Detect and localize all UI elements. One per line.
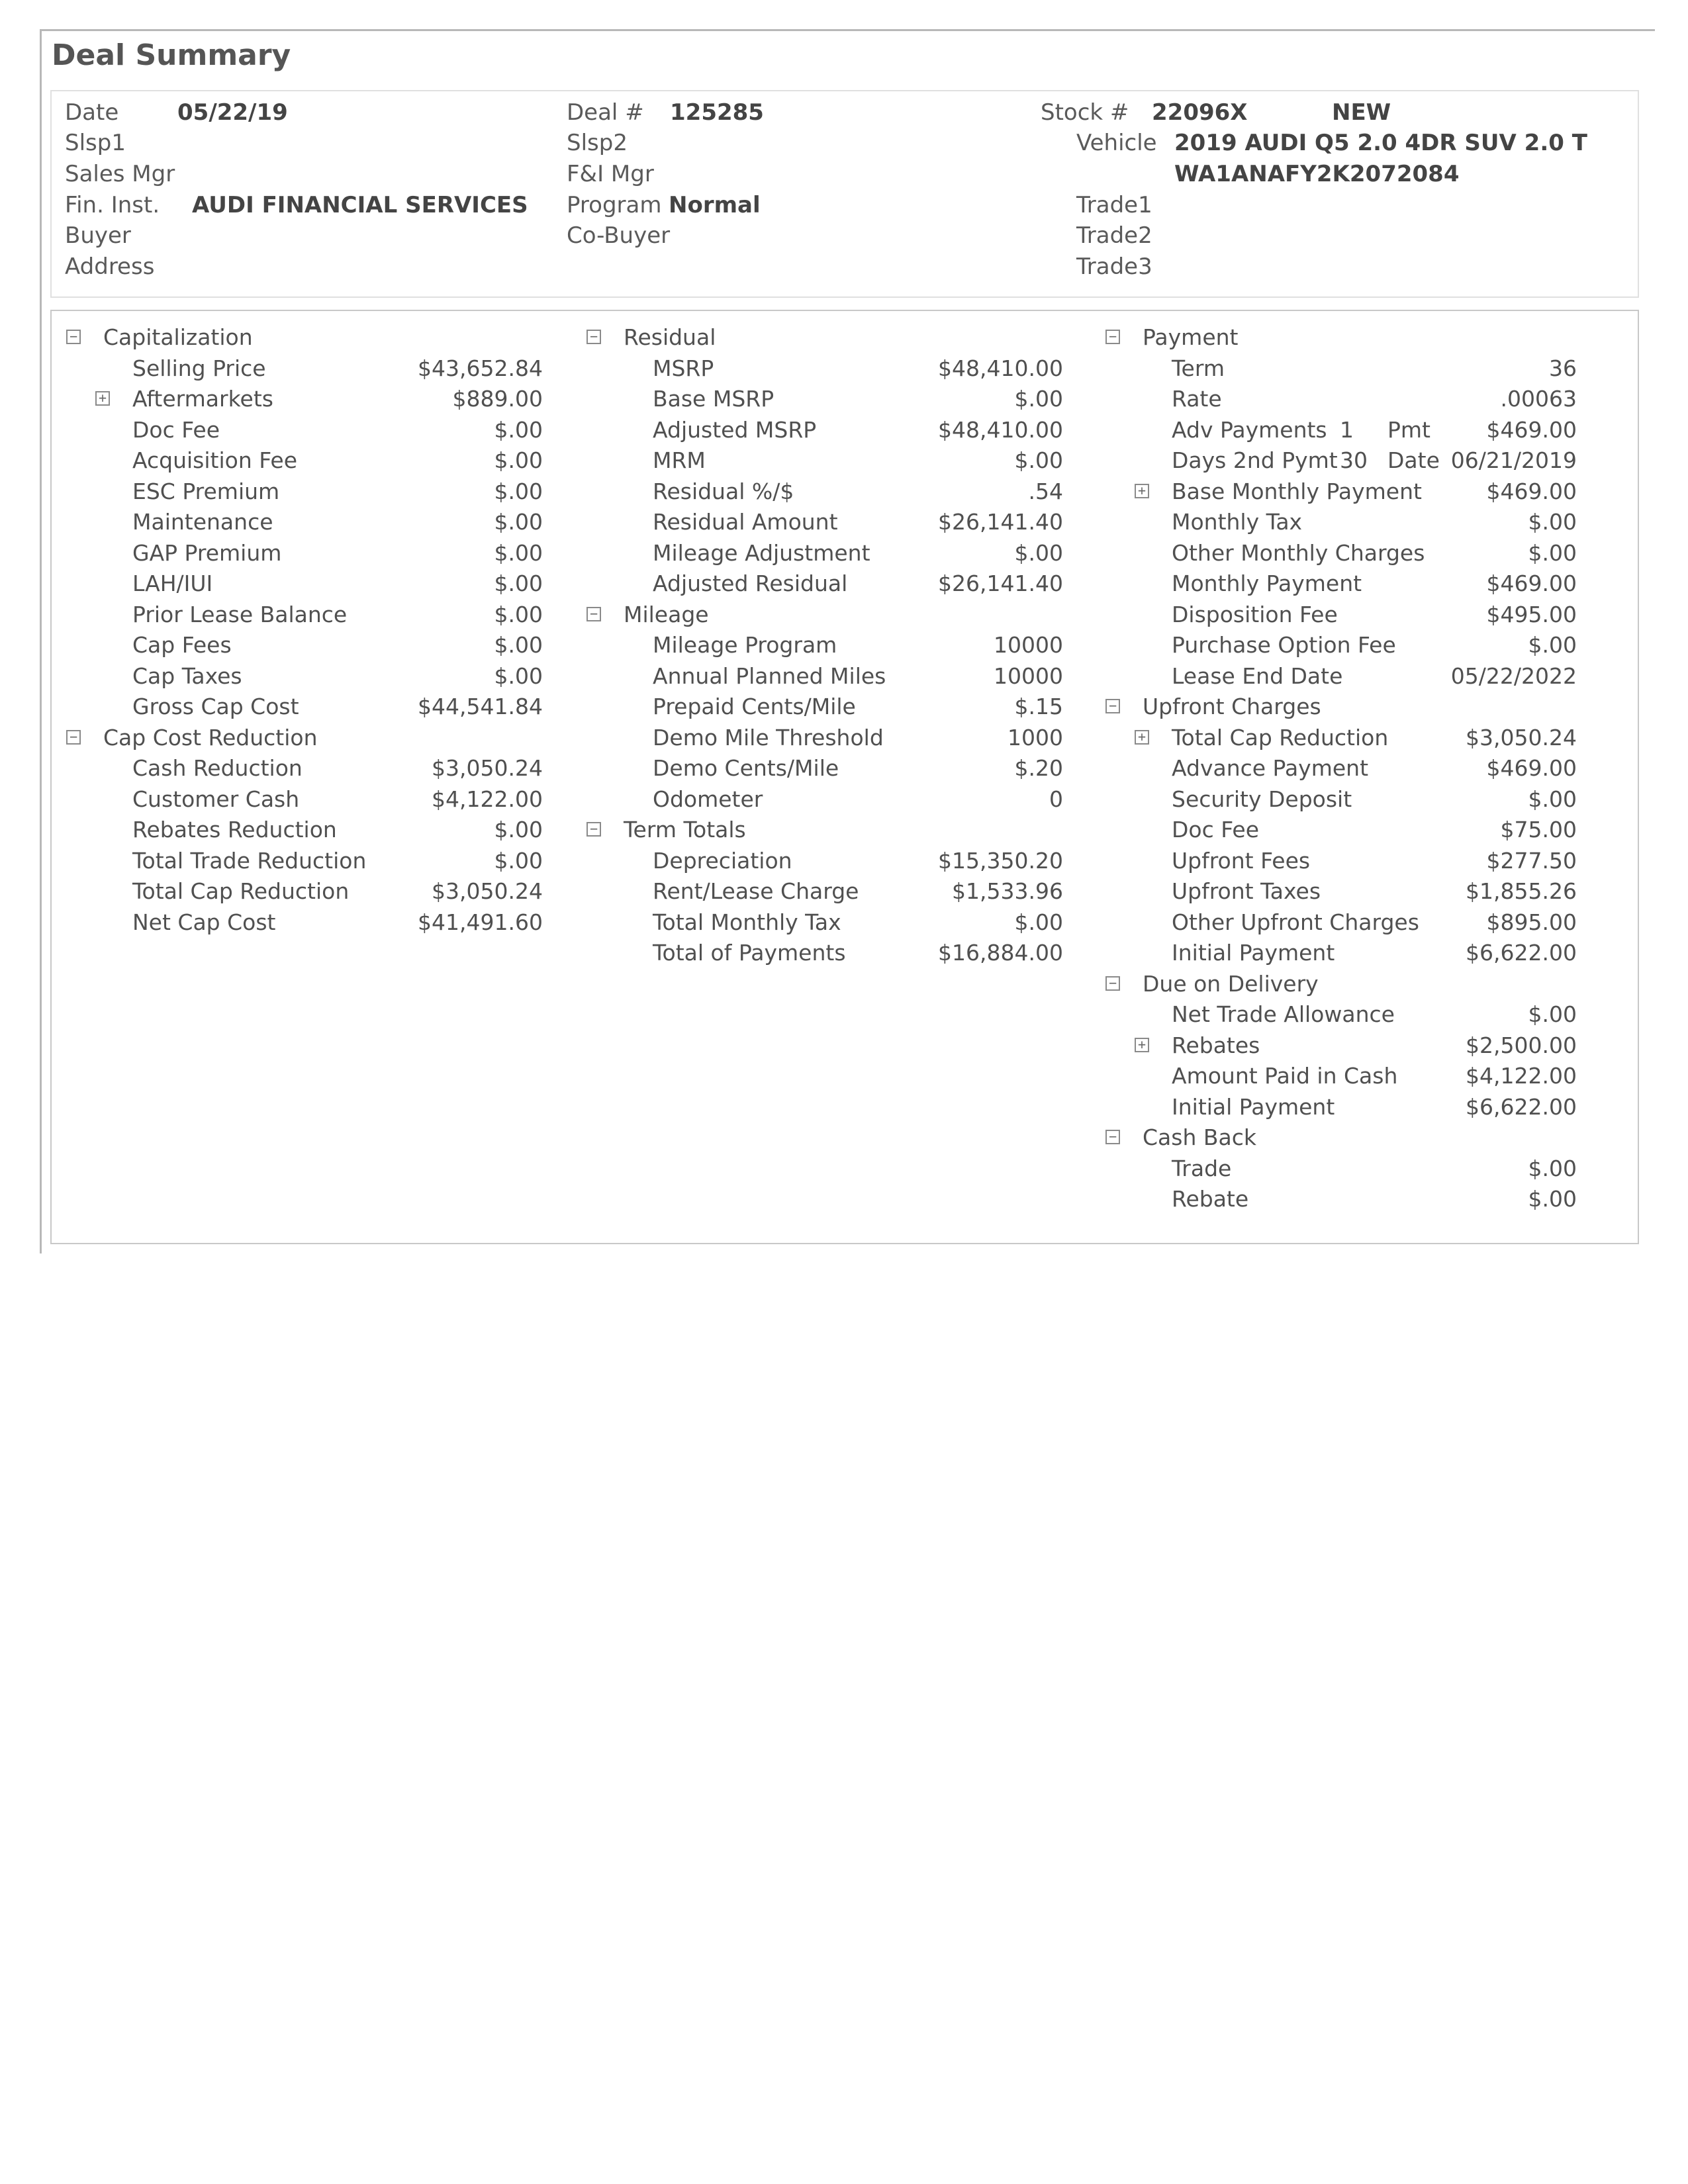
row-adv-payments (1105, 417, 1577, 448)
collapse-icon[interactable]: − (586, 330, 601, 344)
fin-inst-label: Fin. Inst. (65, 192, 160, 218)
field-label: Term (1172, 355, 1225, 381)
row-mileage-program (586, 632, 1063, 663)
stock-number-label: Stock # (1041, 99, 1129, 126)
section-term-totals[interactable] (586, 817, 1063, 848)
field-value: $.15 (1014, 694, 1063, 719)
row-monthly-payment (1105, 570, 1577, 602)
field-value: $1,855.26 (1466, 878, 1577, 904)
field-label: Residual %/$ (653, 478, 794, 504)
vehicle-value: 2019 AUDI Q5 2.0 4DR SUV 2.0 T (1174, 130, 1587, 156)
field-value: $895.00 (1486, 909, 1577, 935)
field-value: $.00 (494, 632, 543, 658)
field-value: $.00 (1014, 447, 1063, 473)
field-label: Disposition Fee (1172, 601, 1338, 627)
field-label: Other Upfront Charges (1172, 909, 1419, 935)
field-value: $4,122.00 (1466, 1063, 1577, 1089)
trade3-label: Trade3 (1076, 253, 1152, 280)
row-term (1105, 355, 1577, 387)
field-label: Purchase Option Fee (1172, 632, 1396, 658)
field-value: $.00 (494, 539, 543, 566)
row-rebates (1105, 1032, 1577, 1064)
field-label: Upfront Fees (1172, 847, 1311, 874)
field-value: $44,541.84 (418, 694, 543, 719)
field-value: .54 (1028, 478, 1063, 504)
field-value: $.00 (494, 817, 543, 842)
field-value: $48,410.00 (938, 416, 1063, 443)
row-adjusted-msrp (586, 417, 1063, 448)
field-label: Doc Fee (132, 416, 220, 443)
stock-number-value: 22096X (1152, 99, 1248, 126)
row-trade (1105, 1156, 1577, 1187)
row-gap-premium (66, 540, 543, 571)
field-label: Acquisition Fee (132, 447, 298, 473)
vin-value: WA1ANAFY2K2072084 (1174, 161, 1460, 187)
row-aftermarkets (66, 386, 543, 417)
field-value: $1,533.96 (952, 878, 1063, 904)
field-label: Advance Payment (1172, 755, 1369, 781)
field-label: Adv Payments (1172, 416, 1327, 443)
row-total-of-payments (586, 940, 1063, 971)
field-value: $.00 (494, 509, 543, 535)
row-doc-fee (1105, 817, 1577, 848)
section-residual[interactable] (586, 324, 1063, 355)
field-value: $3,050.24 (432, 878, 543, 904)
field-value: $.00 (1528, 1155, 1577, 1181)
field-label: Lease End Date (1172, 662, 1343, 689)
field-sub-value: 1 (1340, 416, 1354, 443)
field-label: Prior Lease Balance (132, 601, 348, 627)
field-label: Base MSRP (653, 386, 774, 412)
row-advance-payment (1105, 755, 1577, 786)
row-security-deposit (1105, 786, 1577, 817)
field-sub-label: Pmt (1387, 416, 1430, 443)
row-residual (586, 478, 1063, 510)
field-label: MRM (653, 447, 706, 473)
field-value: $.00 (494, 662, 543, 689)
row-total-trade-reduction (66, 848, 543, 879)
expand-icon[interactable]: + (1135, 1038, 1149, 1052)
field-label: Cap Fees (132, 632, 232, 658)
row-depreciation (586, 848, 1063, 879)
row-rent-lease-charge (586, 878, 1063, 909)
field-label: Initial Payment (1172, 1093, 1335, 1120)
row-other-monthly-charges (1105, 540, 1577, 571)
field-label: Cap Taxes (132, 662, 242, 689)
row-esc-premium (66, 478, 543, 510)
field-value: 0 (1049, 786, 1063, 812)
section-title: Mileage (624, 601, 709, 627)
field-value: 10000 (994, 632, 1063, 658)
field-value: $75.00 (1500, 817, 1577, 842)
field-label: Annual Planned Miles (653, 662, 886, 689)
section-upfront-charges[interactable] (1105, 694, 1577, 725)
field-value: $.00 (1528, 1186, 1577, 1212)
row-total-cap-reduction (1105, 725, 1577, 756)
row-maintenance (66, 509, 543, 540)
field-label: Monthly Tax (1172, 509, 1303, 535)
field-sub-value: 30 (1340, 447, 1368, 473)
section-title: Capitalization (103, 324, 253, 350)
field-label: ESC Premium (132, 478, 280, 504)
field-value: $.00 (494, 570, 543, 596)
row-gross-cap-cost (66, 694, 543, 725)
field-value: $.20 (1014, 755, 1063, 781)
collapse-icon[interactable]: − (586, 607, 601, 621)
row-base-monthly-payment (1105, 478, 1577, 510)
deal-number-label: Deal # (567, 99, 644, 126)
address-label: Address (65, 253, 155, 280)
section-title: Residual (624, 324, 716, 350)
field-label: Mileage Adjustment (653, 539, 870, 566)
cobuyer-label: Co-Buyer (567, 222, 671, 249)
field-value: $3,050.24 (1466, 724, 1577, 751)
field-value: $469.00 (1486, 478, 1577, 504)
row-lease-end-date (1105, 663, 1577, 694)
row-total-monthly-tax (586, 909, 1063, 940)
row-other-upfront-charges (1105, 909, 1577, 940)
field-label: Doc Fee (1172, 817, 1260, 842)
field-value: 1000 (1008, 724, 1063, 751)
vehicle-label: Vehicle (1076, 130, 1157, 156)
date-label: Date (65, 99, 119, 126)
field-sub-label: Date (1387, 447, 1440, 473)
field-value: $.00 (1528, 632, 1577, 658)
expand-icon[interactable]: + (95, 391, 110, 406)
field-value: $15,350.20 (938, 847, 1063, 874)
program-value: Normal (669, 192, 761, 218)
field-label: Prepaid Cents/Mile (653, 694, 856, 719)
field-label: Amount Paid in Cash (1172, 1063, 1398, 1089)
field-value: $.00 (1014, 909, 1063, 935)
section-title: Upfront Charges (1143, 694, 1321, 719)
field-value: $48,410.00 (938, 355, 1063, 381)
row-customer-cash (66, 786, 543, 817)
field-label: Total Cap Reduction (1172, 724, 1389, 751)
field-label: Demo Mile Threshold (653, 724, 884, 751)
section-title: Term Totals (624, 817, 746, 842)
row-mrm (586, 447, 1063, 478)
field-value: $26,141.40 (938, 570, 1063, 596)
field-label: Demo Cents/Mile (653, 755, 839, 781)
field-value: $889.00 (452, 386, 543, 412)
residual-column (586, 324, 1063, 971)
field-value: $495.00 (1486, 601, 1577, 627)
field-label: Aftermarkets (132, 386, 273, 412)
field-label: Rate (1172, 386, 1222, 412)
slsp2-label: Slsp2 (567, 130, 628, 156)
field-label: Trade (1172, 1155, 1232, 1181)
field-value: 10000 (994, 662, 1063, 689)
section-payment[interactable] (1105, 324, 1577, 355)
expand-icon[interactable]: + (1135, 730, 1149, 745)
row-cap-fees (66, 632, 543, 663)
slsp1-label: Slsp1 (65, 130, 126, 156)
row-rebate (1105, 1186, 1577, 1217)
field-value: 06/21/2019 (1450, 447, 1577, 473)
row-lah-iui (66, 570, 543, 602)
collapse-icon[interactable]: − (1105, 330, 1120, 344)
field-label: Mileage Program (653, 632, 837, 658)
section-title: Cap Cost Reduction (103, 724, 318, 751)
section-capitalization[interactable] (66, 324, 543, 355)
capitalization-column (66, 324, 543, 940)
field-label: Rebate (1172, 1186, 1249, 1212)
row-rate (1105, 386, 1577, 417)
row-residual-amount (586, 509, 1063, 540)
collapse-icon[interactable]: − (586, 822, 601, 837)
field-label: Days 2nd Pymt (1172, 447, 1338, 473)
row-prior-lease-balance (66, 602, 543, 633)
collapse-icon[interactable]: − (1105, 699, 1120, 713)
row-purchase-option-fee (1105, 632, 1577, 663)
buyer-label: Buyer (65, 222, 131, 249)
field-label: Maintenance (132, 509, 273, 535)
field-value: $2,500.00 (1466, 1032, 1577, 1058)
field-label: Net Trade Allowance (1172, 1001, 1395, 1027)
section-cash-back[interactable] (1105, 1124, 1577, 1156)
row-doc-fee (66, 417, 543, 448)
row-demo-cents-mile (586, 755, 1063, 786)
row-acquisition-fee (66, 447, 543, 478)
sales-mgr-label: Sales Mgr (65, 161, 175, 187)
section-title: Due on Delivery (1143, 970, 1319, 997)
row-adjusted-residual (586, 570, 1063, 602)
field-value: .00063 (1500, 386, 1577, 412)
row-initial-payment (1105, 1094, 1577, 1125)
field-value: $469.00 (1486, 570, 1577, 596)
field-label: Upfront Taxes (1172, 878, 1321, 904)
deal-number-value: 125285 (670, 99, 764, 126)
row-rebates-reduction (66, 817, 543, 848)
row-prepaid-cents-mile (586, 694, 1063, 725)
field-value: $.00 (1528, 786, 1577, 812)
field-label: Odometer (653, 786, 763, 812)
vehicle-status-badge: NEW (1332, 99, 1391, 126)
field-value: $.00 (494, 447, 543, 473)
field-value: $26,141.40 (938, 509, 1063, 535)
field-value: $.00 (1528, 539, 1577, 566)
field-label: Total of Payments (653, 940, 846, 966)
field-label: Other Monthly Charges (1172, 539, 1425, 566)
field-value: $6,622.00 (1466, 940, 1577, 966)
row-cash-reduction (66, 755, 543, 786)
field-label: LAH/IUI (132, 570, 213, 596)
date-value: 05/22/19 (177, 99, 288, 126)
field-value: $.00 (494, 601, 543, 627)
field-value: $16,884.00 (938, 940, 1063, 966)
row-odometer (586, 786, 1063, 817)
page-title: Deal Summary (52, 38, 291, 72)
field-value: 05/22/2022 (1450, 662, 1577, 689)
row-disposition-fee (1105, 602, 1577, 633)
field-value: $.00 (1528, 509, 1577, 535)
collapse-icon[interactable]: − (1105, 1130, 1120, 1144)
row-mileage-adjustment (586, 540, 1063, 571)
field-value: $469.00 (1486, 755, 1577, 781)
row-net-trade-allowance (1105, 1001, 1577, 1032)
field-value: 36 (1549, 355, 1577, 381)
field-label: Security Deposit (1172, 786, 1352, 812)
field-label: Gross Cap Cost (132, 694, 299, 719)
field-label: Initial Payment (1172, 940, 1335, 966)
field-value: $277.50 (1486, 847, 1577, 874)
program-label: Program (567, 192, 662, 218)
row-selling-price (66, 355, 543, 387)
row-annual-planned-miles (586, 663, 1063, 694)
row-total-cap-reduction (66, 878, 543, 909)
section-title: Payment (1143, 324, 1239, 350)
field-value: $3,050.24 (432, 755, 543, 781)
field-value: $.00 (1014, 386, 1063, 412)
collapse-icon[interactable]: − (66, 330, 81, 344)
field-value: $.00 (1014, 539, 1063, 566)
field-label: Monthly Payment (1172, 570, 1362, 596)
trade1-label: Trade1 (1076, 192, 1152, 218)
row-msrp (586, 355, 1063, 387)
field-label: Total Cap Reduction (132, 878, 350, 904)
row-monthly-tax (1105, 509, 1577, 540)
row-upfront-fees (1105, 848, 1577, 879)
field-label: Selling Price (132, 355, 266, 381)
field-label: Base Monthly Payment (1172, 478, 1422, 504)
page-frame-top (40, 29, 1655, 31)
field-label: Cash Reduction (132, 755, 303, 781)
trade2-label: Trade2 (1076, 222, 1152, 249)
field-value: $.00 (494, 416, 543, 443)
field-label: Customer Cash (132, 786, 300, 812)
field-label: GAP Premium (132, 539, 282, 566)
section-title: Cash Back (1143, 1124, 1256, 1150)
fi-mgr-label: F&I Mgr (567, 161, 654, 187)
row-upfront-taxes (1105, 878, 1577, 909)
page-frame-left (40, 29, 42, 1253)
collapse-icon[interactable]: − (1105, 976, 1120, 991)
collapse-icon[interactable]: − (66, 730, 81, 745)
field-label: Rent/Lease Charge (653, 878, 859, 904)
row-cap-taxes (66, 663, 543, 694)
fin-inst-value: AUDI FINANCIAL SERVICES (192, 192, 528, 218)
field-value: $.00 (494, 847, 543, 874)
section-cap-cost-reduction[interactable] (66, 725, 543, 756)
field-value: $41,491.60 (418, 909, 543, 935)
row-days-2nd-pymt (1105, 447, 1577, 478)
field-value: $43,652.84 (418, 355, 543, 381)
field-value: $.00 (1528, 1001, 1577, 1027)
field-label: Rebates Reduction (132, 817, 337, 842)
field-label: Adjusted MSRP (653, 416, 817, 443)
section-mileage[interactable] (586, 602, 1063, 633)
field-label: Total Monthly Tax (653, 909, 841, 935)
field-label: Residual Amount (653, 509, 838, 535)
row-demo-mile-threshold (586, 725, 1063, 756)
field-label: Rebates (1172, 1032, 1260, 1058)
field-label: Adjusted Residual (653, 570, 848, 596)
row-base-msrp (586, 386, 1063, 417)
field-value: $6,622.00 (1466, 1093, 1577, 1120)
field-label: Net Cap Cost (132, 909, 276, 935)
field-label: MSRP (653, 355, 714, 381)
row-net-cap-cost (66, 909, 543, 940)
row-initial-payment (1105, 940, 1577, 971)
section-due-on-delivery[interactable] (1105, 971, 1577, 1002)
field-value: $4,122.00 (432, 786, 543, 812)
payment-column (1105, 324, 1577, 1217)
field-value: $469.00 (1486, 416, 1577, 443)
field-label: Depreciation (653, 847, 792, 874)
field-value: $.00 (494, 478, 543, 504)
expand-icon[interactable]: + (1135, 484, 1149, 498)
field-label: Total Trade Reduction (132, 847, 367, 874)
row-amount-paid-in-cash (1105, 1063, 1577, 1094)
